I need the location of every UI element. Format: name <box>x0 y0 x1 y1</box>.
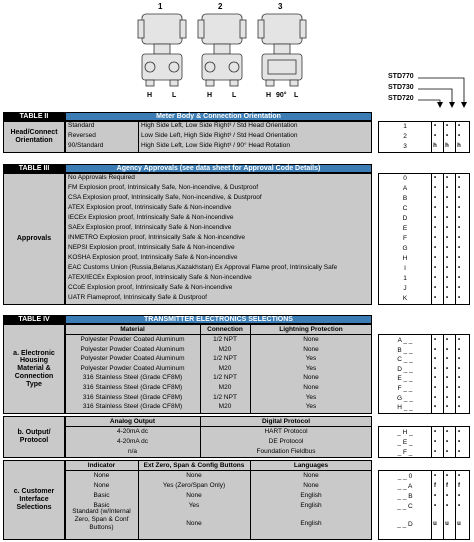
device-illustrations <box>120 0 350 104</box>
interface-languages: English <box>300 492 322 499</box>
table3-row-code: G <box>402 245 408 252</box>
device-2-low-label: L <box>232 92 237 99</box>
table2-row-desc: Low Side Left, High Side Right³ / Std Head Orientation <box>141 132 298 139</box>
output-row-cell-1: • <box>445 429 449 435</box>
transmitter-drawings <box>120 0 350 104</box>
housing-lightning: None <box>303 384 319 391</box>
table3-row-cell-0: • <box>433 265 437 271</box>
table3-row-cell-1: • <box>445 205 449 211</box>
housing-row-cell-0: • <box>433 356 437 363</box>
output-row-cell-0: • <box>433 449 437 455</box>
table3-row-cell-2: • <box>457 255 461 261</box>
table3-row-cell-0: • <box>433 275 437 281</box>
table3-row-code: A <box>402 185 408 192</box>
table3-row-cell-0: • <box>433 195 437 201</box>
housing-row-cell-2: • <box>457 394 461 401</box>
table3-row-cell-2: • <box>457 205 461 211</box>
housing-row-cell-1: • <box>445 394 449 401</box>
table3-row-cell-2: • <box>457 265 461 271</box>
housing-lightning: None <box>303 345 319 353</box>
housing-connection: 1/2 NPT <box>213 355 237 363</box>
housing-row-cell-1: • <box>445 356 449 363</box>
table2-row-cell-1: h <box>445 143 449 149</box>
col-languages: Languages <box>293 462 329 469</box>
device-1-number: 1 <box>158 2 163 11</box>
table2-row-cell-2: • <box>457 133 461 139</box>
housing-connection: M20 <box>218 345 232 353</box>
interface-languages: None <box>303 472 319 479</box>
housing-material: Polyester Powder Coated Aluminum <box>80 336 185 343</box>
table3-row-desc: IECEx Explosion proof, Intrinsically Safe & Non-incendive <box>68 214 234 221</box>
interface-row-cell-1: • <box>445 503 449 509</box>
table3-row-cell-1: • <box>445 285 449 291</box>
interface-row-cell-0: • <box>433 503 437 509</box>
output-row-cell-2: • <box>457 429 461 435</box>
col-digital: Digital Protocol <box>261 418 311 425</box>
interface-buttons: Yes <box>188 502 200 509</box>
table3-row-cell-0: • <box>433 295 437 301</box>
table3-row-cell-1: • <box>445 215 449 221</box>
housing-row-cell-1: • <box>445 375 449 382</box>
col-analog: Analog Output <box>109 418 156 425</box>
interface-row-cell-2: • <box>457 473 461 479</box>
housing-row-cell-0: • <box>433 346 437 353</box>
housing-row-cell-0: • <box>433 365 437 372</box>
interface-row-code: _ _ A <box>397 483 413 490</box>
housing-row-cell-2: • <box>457 356 461 363</box>
interface-row-cell-0: u <box>433 521 437 527</box>
table3-row-desc: CSA Explosion proof, Intrinsically Safe, Non-incendive, & Dustproof <box>68 194 262 201</box>
table3-row-cell-2: • <box>457 195 461 201</box>
table2-row-name: 90/Standard <box>68 142 104 149</box>
housing-lightning: None <box>303 336 319 343</box>
housing-lightning: Yes <box>305 355 317 363</box>
table2-row-code: 2 <box>403 133 407 140</box>
table3-row-code: B <box>402 195 408 202</box>
interface-row-cell-2: u <box>457 521 461 527</box>
interface-row-code: _ _ 0 <box>397 473 413 480</box>
housing-material: Polyester Powder Coated Aluminum <box>80 364 185 372</box>
table2-section: Head/Connect Orientation <box>3 121 65 153</box>
interface-buttons: None <box>186 472 202 479</box>
interface-languages: English <box>300 520 322 527</box>
output-digital: HART Protocol <box>264 428 308 435</box>
table3-row-code: D <box>402 215 408 222</box>
interface-indicator: Basic <box>93 502 110 509</box>
interface-section: c. Customer Interface Selections <box>3 460 65 540</box>
table4-header: TRANSMITTER ELECTRONICS SELECTIONS <box>65 315 372 324</box>
housing-material: 316 Stainless Steel (Grade CF8M) <box>82 393 183 401</box>
table3-row-cell-0: • <box>433 185 437 191</box>
housing-row-cell-0: • <box>433 404 437 411</box>
table3-row-cell-0: • <box>433 225 437 231</box>
interface-languages: None <box>303 482 319 489</box>
table3-row-cell-2: • <box>457 245 461 251</box>
table3-row-cell-1: • <box>445 245 449 251</box>
table2-row-name: Reversed <box>68 132 96 139</box>
interface-row-code: _ _ D <box>397 521 413 528</box>
interface-row-cell-0: f <box>434 483 436 489</box>
table3-row-desc: SAEx Explosion proof, Intrinsically Safe & Non-incendive <box>68 224 232 231</box>
table3-row-desc: FM Explosion proof, Intrinsically Safe, Non-incendive, & Dustproof <box>68 184 259 191</box>
output-analog: 4-20mA dc <box>116 428 149 435</box>
housing-connection: M20 <box>218 403 232 411</box>
interface-indicator: Standard (w/Internal Zero, Span & Conf Buttons) <box>72 508 131 531</box>
housing-row-code: H _ _ <box>397 404 413 412</box>
interface-row-cell-0: • <box>433 473 437 479</box>
housing-row-cell-2: • <box>457 365 461 372</box>
table3-row-cell-2: • <box>457 185 461 191</box>
output-row-cell-1: • <box>445 439 449 445</box>
table2-row-name: Standard <box>68 122 95 129</box>
table3-row-cell-1: • <box>445 235 449 241</box>
interface-buttons: Yes (Zero/Span Only) <box>162 482 226 489</box>
interface-indicator: None <box>93 472 110 479</box>
housing-row-cell-1: • <box>445 346 449 353</box>
table3-row-code: H <box>402 255 408 262</box>
table2-row-code: 3 <box>403 143 407 150</box>
table2-row-cell-2: • <box>457 123 461 129</box>
housing-lightning: Yes <box>305 364 317 372</box>
housing-connection: M20 <box>218 364 232 372</box>
col-lightning: Lightning Protection <box>279 326 343 333</box>
interface-row-cell-2: f <box>458 483 460 489</box>
model-std730: STD730 <box>388 84 414 91</box>
output-analog: n/a <box>127 448 138 455</box>
table2-title: TABLE II <box>3 112 65 121</box>
table2-row-desc: High Side Left, Low Side Right³ / 90° Head Rotation <box>141 142 290 149</box>
table3-row-cell-0: • <box>433 205 437 211</box>
device-3-low-label: L <box>294 92 299 99</box>
housing-material: 316 Stainless Steel (Grade CF8M) <box>82 403 183 411</box>
table3-row-desc: No Approvals Required <box>68 174 135 181</box>
interface-row-cell-1: • <box>445 493 449 499</box>
interface-indicator: None <box>93 482 110 489</box>
col-material: Material <box>120 326 145 333</box>
housing-material: 316 Stainless Steel (Grade CF8M) <box>82 374 183 382</box>
table3-row-desc: CCoE Explosion proof, Intrinsically Safe & Non-incendive <box>68 284 233 291</box>
device-3-high-label: H <box>266 92 272 99</box>
model-std770: STD770 <box>388 73 414 80</box>
interface-row-cell-2: • <box>457 493 461 499</box>
output-row-cell-1: • <box>445 449 449 455</box>
table3-title: TABLE III <box>3 164 65 173</box>
housing-lightning: Yes <box>305 393 317 401</box>
housing-row-cell-0: • <box>433 385 437 391</box>
col-indicator: Indicator <box>87 462 116 469</box>
table3-row-code: K <box>402 295 408 302</box>
table2-row-cell-1: • <box>445 123 449 129</box>
table3-row-cell-1: • <box>445 265 449 271</box>
table2-row-cell-0: h <box>433 143 437 149</box>
table3-row-code: C <box>402 205 408 212</box>
table3-row-code: 0 <box>403 175 407 182</box>
housing-row-code: D _ _ <box>397 365 413 373</box>
housing-material: 316 Stainless Steel (Grade CF8M) <box>82 384 183 391</box>
housing-row-code: C _ _ <box>397 356 413 364</box>
table2-row-cell-2: h <box>457 143 461 149</box>
device-2-number: 2 <box>218 2 223 11</box>
table3-row-code: J <box>403 285 407 292</box>
interface-row-cell-1: f <box>446 483 448 489</box>
table2-header: Meter Body & Connection Orientation <box>65 112 372 121</box>
device-1-high-label: H <box>147 92 153 99</box>
housing-row-code: G _ _ <box>397 394 413 402</box>
table3-row-cell-0: • <box>433 245 437 251</box>
output-digital: DE Protocol <box>268 438 304 445</box>
table2-row-cell-0: • <box>433 133 437 139</box>
interface-languages: English <box>300 502 322 509</box>
interface-row-cell-1: • <box>445 473 449 479</box>
output-row-code: _ E _ <box>397 439 413 446</box>
housing-row-cell-0: • <box>433 375 437 382</box>
model-arrows <box>414 74 472 110</box>
table3-row-desc: EAC Customs Union (Russia,Belarus,Kazakhstan) Ex Approval Flame proof, Intrinsically Safe <box>68 264 338 271</box>
table2-row-code: 1 <box>403 123 407 130</box>
table3-row-cell-1: • <box>445 275 449 281</box>
table3-row-cell-1: • <box>445 195 449 201</box>
table3-row-code: F <box>403 235 407 242</box>
table2-row-cell-0: • <box>433 123 437 129</box>
output-row-code: _ H _ <box>397 429 413 436</box>
table3-row-cell-1: • <box>445 185 449 191</box>
output-row-code: _ F _ <box>397 449 413 456</box>
housing-row-cell-2: • <box>457 385 461 391</box>
interface-indicator: Basic <box>93 492 110 499</box>
table3-row-desc: ATEX Explosion proof, Intrinsically Safe & Non-incendive <box>68 204 232 211</box>
interface-buttons: None <box>186 520 202 527</box>
housing-section: a. Electronic Housing Material & Connection Type <box>3 324 65 414</box>
interface-buttons: None <box>186 492 202 499</box>
housing-row-cell-1: • <box>445 404 449 411</box>
output-row-cell-0: • <box>433 439 437 445</box>
table3-row-cell-1: • <box>445 255 449 261</box>
table3-row-code: 1 <box>403 275 407 282</box>
housing-connection: 1/2 NPT <box>213 374 237 382</box>
table3-row-cell-0: • <box>433 215 437 221</box>
table3-row-cell-2: • <box>457 235 461 241</box>
housing-row-cell-0: • <box>433 337 437 343</box>
housing-row-code: F _ _ <box>397 385 413 392</box>
output-row-cell-2: • <box>457 439 461 445</box>
table3-row-desc: UATR Flameproof, Intrinsically Safe & Dustproof <box>68 294 207 301</box>
interface-row-code: _ _ C <box>397 503 413 510</box>
housing-row-cell-1: • <box>445 337 449 343</box>
output-digital: Foundation Fieldbus <box>256 448 316 455</box>
device-2-high-label: H <box>207 92 213 99</box>
housing-connection: M20 <box>218 384 232 391</box>
device-1-low-label: L <box>172 92 177 99</box>
housing-row-code: B _ _ <box>397 346 413 354</box>
housing-row-code: E _ _ <box>397 375 413 383</box>
housing-row-cell-0: • <box>433 394 437 401</box>
interface-row-cell-1: u <box>445 521 449 527</box>
table3-row-cell-2: • <box>457 275 461 281</box>
table3-row-cell-0: • <box>433 235 437 241</box>
table2-row-cell-1: • <box>445 133 449 139</box>
housing-row-cell-1: • <box>445 385 449 391</box>
output-row-cell-0: • <box>433 429 437 435</box>
housing-row-cell-2: • <box>457 404 461 411</box>
housing-lightning: None <box>303 374 319 382</box>
housing-row-cell-2: • <box>457 337 461 343</box>
table3-row-cell-0: • <box>433 175 437 181</box>
table4-title: TABLE IV <box>3 315 65 324</box>
housing-row-cell-1: • <box>445 365 449 372</box>
housing-material: Polyester Powder Coated Aluminum <box>80 355 185 363</box>
interface-row-cell-2: • <box>457 503 461 509</box>
table3-header: Agency Approvals (see data sheet for Approval Code Details) <box>65 164 372 173</box>
output-row-cell-2: • <box>457 449 461 455</box>
table3-row-cell-2: • <box>457 225 461 231</box>
housing-row-cell-2: • <box>457 346 461 353</box>
interface-row-cell-0: • <box>433 493 437 499</box>
housing-lightning: Yes <box>305 403 317 411</box>
table3-row-code: I <box>404 265 406 272</box>
output-section: b. Output/ Protocol <box>3 416 65 458</box>
housing-row-cell-2: • <box>457 375 461 382</box>
housing-material: Polyester Powder Coated Aluminum <box>80 345 185 353</box>
table3-row-cell-2: • <box>457 295 461 301</box>
interface-row-code: _ _ B <box>397 493 413 500</box>
housing-row-code: A _ _ <box>397 337 413 344</box>
table3-row-cell-2: • <box>457 285 461 291</box>
table3-row-cell-2: • <box>457 215 461 221</box>
col-buttons: Ext Zero, Span & Config Buttons <box>143 462 245 469</box>
table3-row-cell-1: • <box>445 295 449 301</box>
housing-connection: 1/2 NPT <box>213 336 237 343</box>
table3-section: Approvals <box>3 173 65 305</box>
table3-row-desc: NEPSI Explosion proof, Intrinsically Safe & Non-incendive <box>68 244 235 251</box>
table3-row-cell-0: • <box>433 255 437 261</box>
table3-row-cell-1: • <box>445 175 449 181</box>
table3-row-desc: KOSHA Explosion proof, Intrinsically Safe & Non-incendive <box>68 254 238 261</box>
table3-row-code: E <box>402 225 408 232</box>
model-std720: STD720 <box>388 95 414 102</box>
table3-row-cell-0: • <box>433 285 437 291</box>
device-3-number: 3 <box>278 2 283 11</box>
table3-row-cell-1: • <box>445 225 449 231</box>
housing-connection: 1/2 NPT <box>213 393 237 401</box>
output-analog: 4-20mA dc <box>116 438 149 445</box>
table2-row-desc: High Side Left, Low Side Right³ / Std Head Orientation <box>141 122 298 129</box>
table3-row-desc: ATEX/IECEx Explosion proof, Intrinsically Safe & Non-incendive <box>68 274 252 281</box>
table3-row-cell-2: • <box>457 175 461 181</box>
col-connection: Connection <box>207 326 243 333</box>
table3-row-desc: INMETRO Explosion proof, Intrinsically Safe & Non-incendive <box>68 234 246 241</box>
device-3-angle-label: 90° <box>276 92 287 99</box>
